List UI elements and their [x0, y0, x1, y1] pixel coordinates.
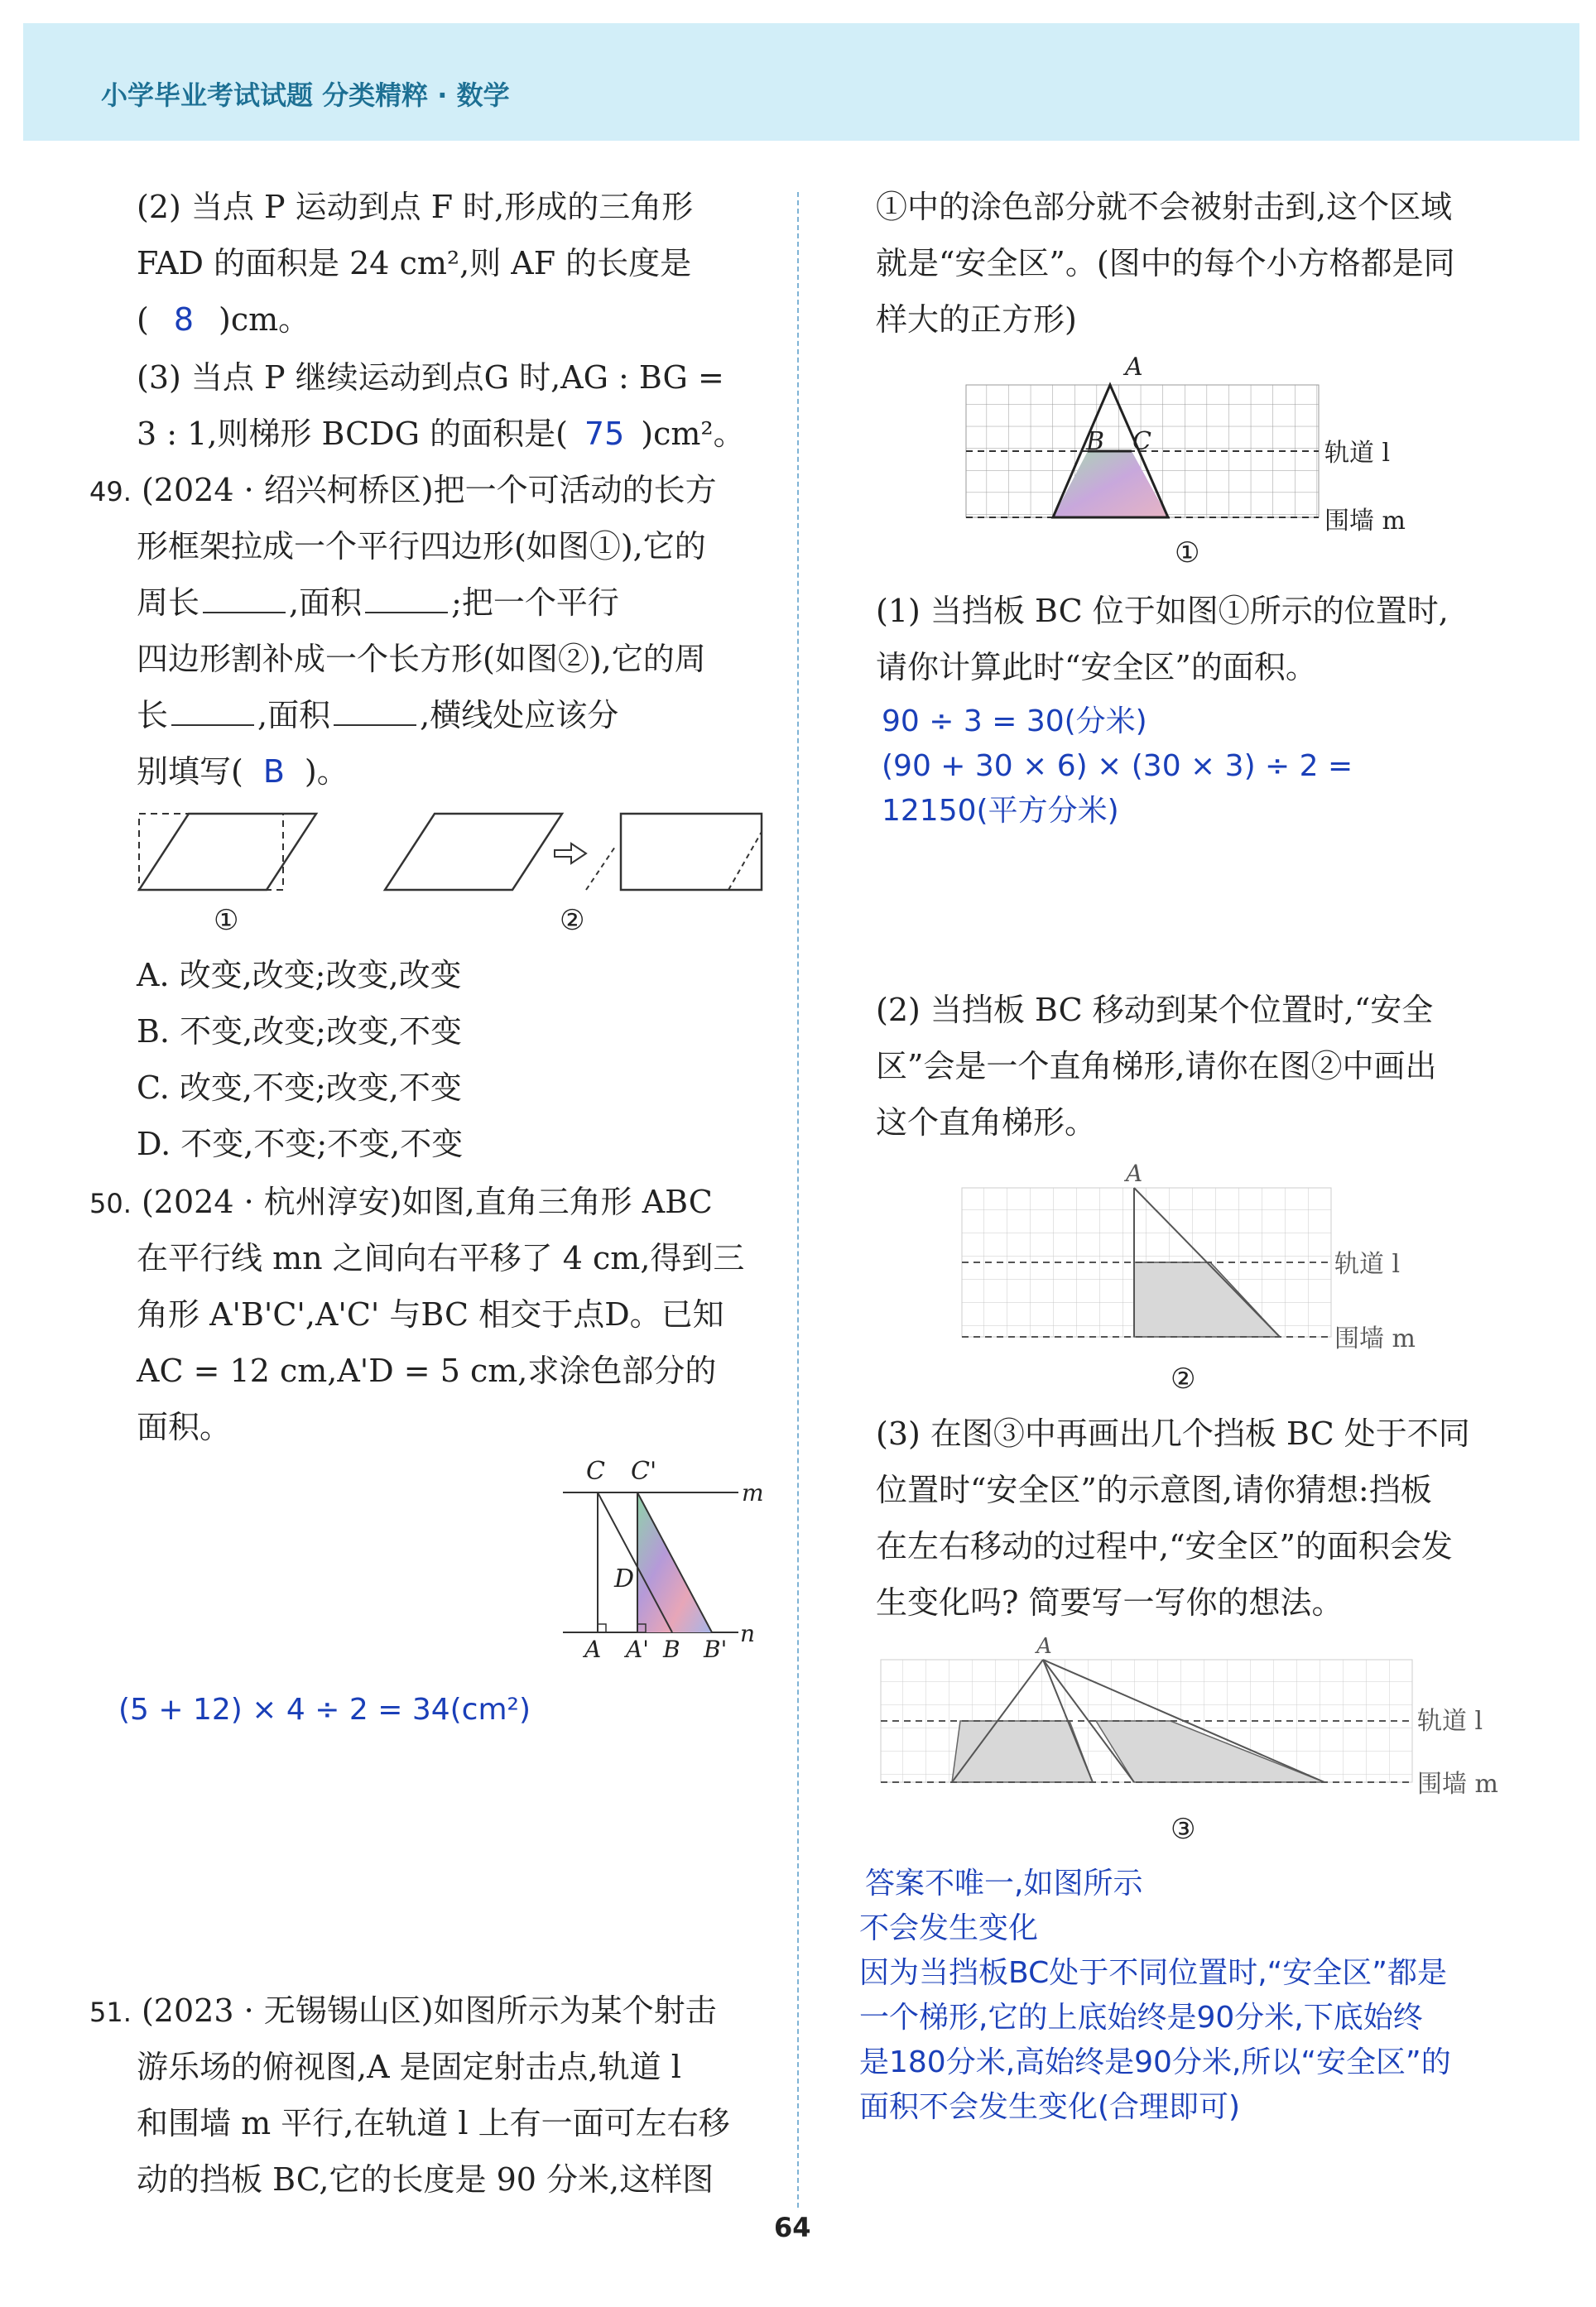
question-number: 51.	[89, 1997, 132, 2028]
q50-line: 角形 A'B'C',A'C' 与BC 相交于点D。已知	[137, 1296, 724, 1333]
rectangle-dashed	[139, 814, 283, 890]
label-m: m	[742, 1479, 764, 1507]
figure-2-grid	[960, 1163, 1341, 1349]
text: (2024 · 杭州淳安)如图,直角三角形 ABC	[141, 1184, 713, 1220]
question-number: 49.	[89, 476, 132, 507]
answer-text: 8	[173, 301, 195, 338]
track-label: 轨道 l	[1324, 439, 1391, 468]
label-a: A	[1125, 353, 1143, 382]
track-label: 轨道 l	[1334, 1250, 1401, 1279]
q48-text: FAD 的面积是 24 cm²,则 AF 的长度是	[137, 245, 692, 281]
q48-text	[137, 406, 745, 462]
text: (2024 · 绍兴柯桥区)把一个可活动的长方	[141, 472, 717, 508]
label-a: A	[1126, 1160, 1143, 1187]
q49-line	[137, 574, 619, 631]
q50-line	[89, 1174, 713, 1232]
q51-part1-answer: (90 + 30 × 6) × (30 × 3) ÷ 2 =	[882, 749, 1353, 783]
wall-label: 围墙 m	[1334, 1324, 1416, 1353]
text: ,面积	[289, 584, 363, 621]
q51-line: 和围墙 m 平行,在轨道 l 上有一面可左右移	[137, 2105, 730, 2141]
q51-part3: 位置时“安全区”的示意图,请你猜想:挡板	[876, 1472, 1432, 1508]
text: 别填写(	[137, 753, 243, 790]
figure-3-grid	[879, 1635, 1508, 1800]
q49-line	[137, 687, 618, 743]
q51-part1-answer: 90 ÷ 3 = 30(分米)	[882, 704, 1147, 738]
option-b: B. 不变,改变;改变,不变	[137, 1013, 463, 1050]
parallelogram-1	[139, 814, 316, 890]
column-divider	[797, 192, 799, 2208]
q51-line	[89, 1983, 717, 2040]
text: 3 : 1,则梯形 BCDG 的面积是(	[137, 416, 568, 452]
q48-text: (3) 当点 P 继续运动到点G 时,AG : BG =	[137, 359, 724, 396]
q50-line: 在平行线 mn 之间向右平移了 4 cm,得到三	[137, 1240, 745, 1276]
option-a: A. 改变,改变;改变,改变	[137, 957, 462, 993]
q51-part3-answer: 是180分米,高始终是90分米,所以“安全区”的	[859, 2045, 1451, 2079]
text: ,横线处应该分	[420, 697, 619, 733]
fill-blank	[203, 612, 286, 613]
q51-part3-answer: 不会发生变化	[859, 1911, 1039, 1945]
label-a: A	[1036, 1634, 1052, 1659]
q51-line: 样大的正方形)	[876, 301, 1077, 338]
option-d: D. 不变,不变;不变,不变	[137, 1126, 464, 1162]
cut-line	[586, 847, 615, 890]
q49-figures	[132, 807, 778, 898]
q51-line: 就是“安全区”。(图中的每个小方格都是同	[876, 245, 1455, 281]
label-c: C	[1132, 427, 1151, 456]
q51-part3-answer: 一个梯形,它的上底始终是90分米,下底始终	[859, 2001, 1423, 2035]
q49-line	[89, 462, 717, 520]
label-c: C	[586, 1457, 605, 1486]
q51-part3-answer: 面积不会发生变化(合理即可)	[859, 2090, 1241, 2124]
q50-answer: (5 + 12) × 4 ÷ 2 = 34(cm²)	[118, 1693, 531, 1727]
text: ,面积	[257, 697, 331, 733]
q50-line: 面积。	[137, 1409, 232, 1445]
text: ;把一个平行	[451, 584, 619, 621]
q50-line: AC = 12 cm,A'D = 5 cm,求涂色部分的	[137, 1353, 717, 1389]
label-b: B	[1086, 427, 1105, 456]
q51-line: 动的挡板 BC,它的长度是 90 分米,这样图	[137, 2161, 714, 2198]
arrow-right-icon	[555, 843, 586, 863]
label-a-prime: A'	[626, 1636, 649, 1663]
option-c: C. 改变,不变;改变,不变	[137, 1069, 462, 1106]
q51-line: ①中的涂色部分就不会被射击到,这个区域	[876, 189, 1453, 225]
label-b: B	[663, 1636, 680, 1663]
q51-line: 游乐场的俯视图,A 是固定射击点,轨道 l	[137, 2049, 681, 2085]
fill-blank	[334, 724, 416, 726]
q51-part1: (1) 当挡板 BC 位于如图①所示的位置时,	[876, 593, 1449, 629]
q51-part2: 这个直角梯形。	[876, 1104, 1097, 1141]
figure-label: ②	[560, 904, 585, 937]
fill-blank	[171, 724, 254, 726]
q51-part1: 请你计算此时“安全区”的面积。	[876, 649, 1317, 685]
answer-text: 75	[584, 416, 625, 452]
label-b-prime: B'	[704, 1636, 728, 1663]
q51-part3-answer: 答案不唯一,如图所示	[865, 1867, 1143, 1901]
figure-label: ③	[1171, 1813, 1196, 1846]
text: 长	[137, 697, 169, 733]
q48-text	[137, 291, 310, 348]
fill-blank	[365, 612, 448, 613]
text: 周长	[137, 584, 200, 621]
label-a: A	[584, 1636, 602, 1663]
question-number: 50.	[89, 1188, 132, 1219]
q51-part3: 生变化吗? 简要写一写你的想法。	[876, 1584, 1344, 1621]
text: (	[137, 301, 149, 338]
text: )cm²。	[641, 416, 745, 452]
q51-part2: 区”会是一个直角梯形,请你在图②中画出	[876, 1048, 1437, 1084]
figure-label: ①	[214, 904, 239, 937]
header-title: 小学毕业考试试题 分类精粹 · 数学	[101, 79, 510, 111]
label-d: D	[614, 1564, 635, 1593]
rectangle-2	[621, 814, 762, 890]
label-c-prime: C'	[631, 1457, 657, 1486]
q51-part3: (3) 在图③中再画出几个挡板 BC 处于不同	[876, 1415, 1470, 1452]
q49-line	[137, 743, 349, 800]
q48-text: (2) 当点 P 运动到点 F 时,形成的三角形	[137, 189, 694, 225]
text: )cm。	[219, 301, 310, 338]
parallelogram-2	[385, 814, 562, 890]
q51-part2: (2) 当挡板 BC 移动到某个位置时,“安全	[876, 992, 1434, 1028]
q51-part3-answer: 因为当挡板BC处于不同位置时,“安全区”都是	[859, 1956, 1447, 1990]
q49-line: 形框架拉成一个平行四边形(如图①),它的	[137, 528, 706, 565]
wall-label: 围墙 m	[1417, 1770, 1498, 1799]
cut-line	[728, 832, 762, 890]
q51-part3: 在左右移动的过程中,“安全区”的面积会发	[876, 1528, 1453, 1564]
label-n: n	[740, 1620, 756, 1647]
q49-line: 四边形割补成一个长方形(如图②),它的周	[137, 641, 706, 677]
text: (2023 · 无锡锡山区)如图所示为某个射击	[141, 1992, 717, 2029]
figure-label: ②	[1171, 1363, 1196, 1396]
text: )。	[304, 753, 349, 790]
q51-part1-answer: 12150(平方分米)	[882, 794, 1119, 828]
figure-label: ①	[1175, 536, 1200, 570]
answer-text: B	[262, 753, 285, 790]
right-angle-mark	[598, 1624, 606, 1632]
wall-label: 围墙 m	[1324, 507, 1406, 536]
page-number: 64	[774, 2212, 811, 2243]
track-label: 轨道 l	[1417, 1707, 1483, 1736]
